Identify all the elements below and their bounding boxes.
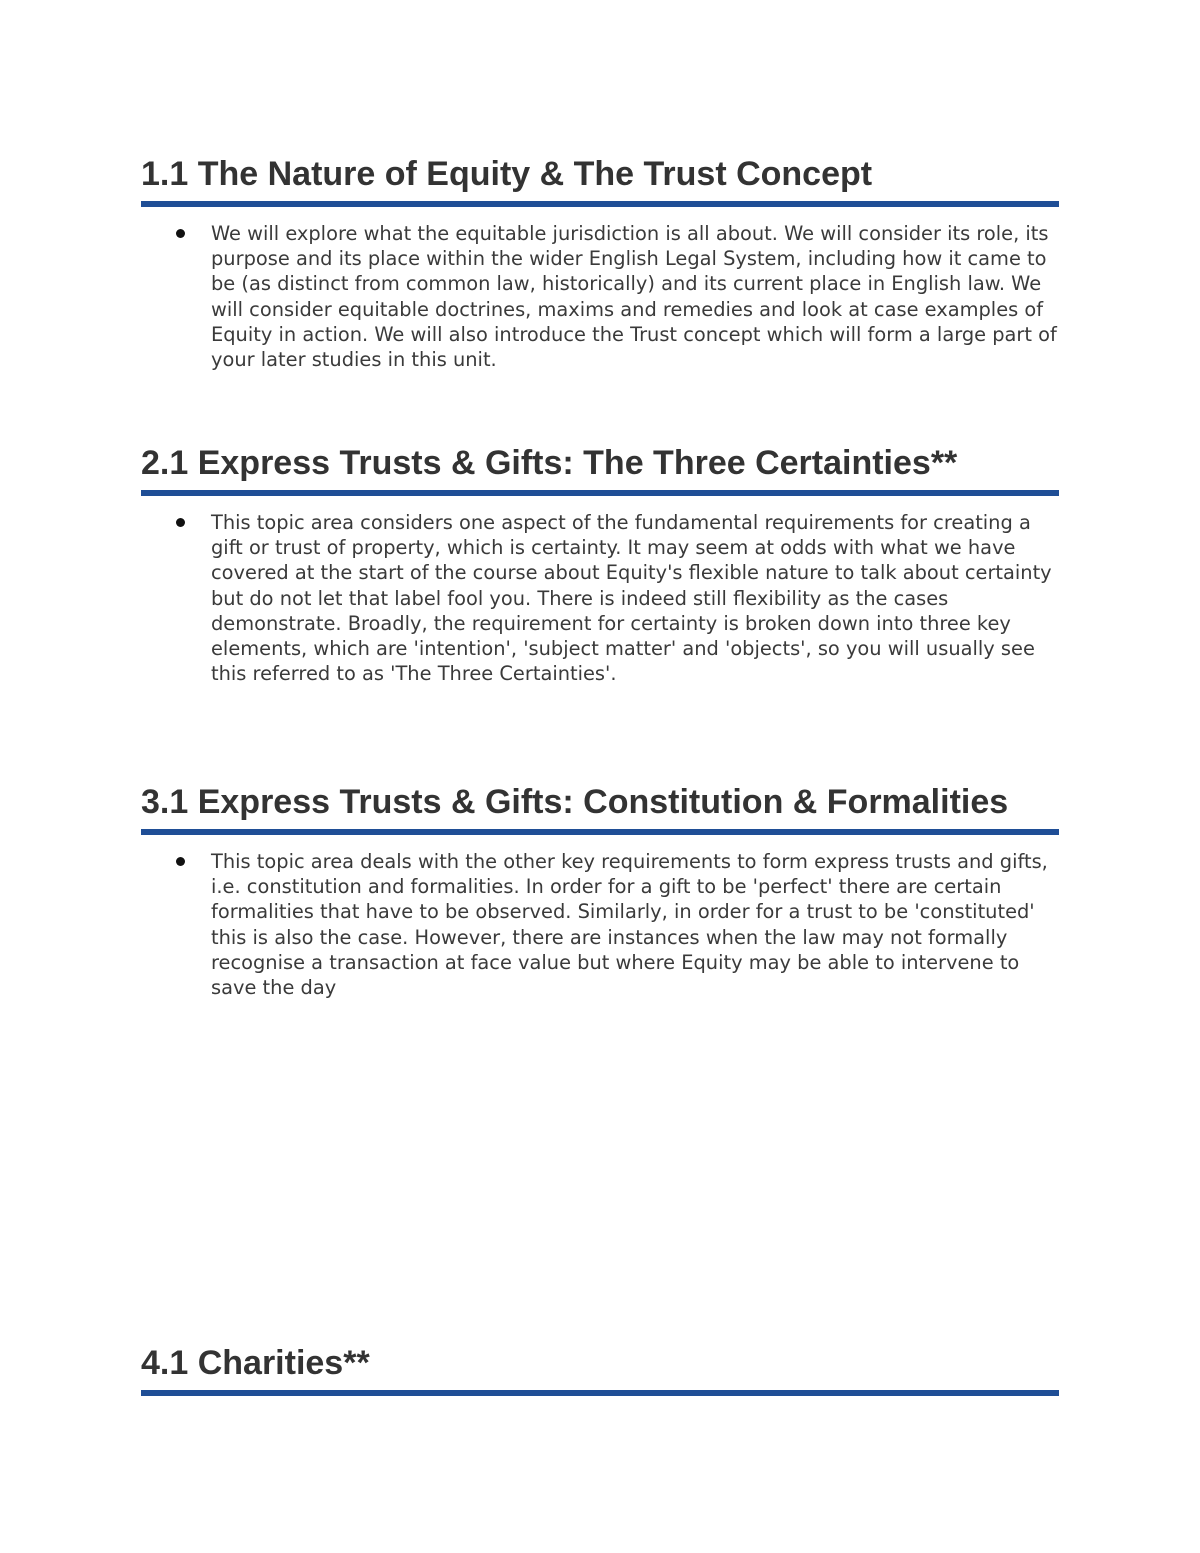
- heading-rule: [141, 490, 1059, 496]
- bullet-list: [141, 849, 1059, 1000]
- bullet-icon: [176, 518, 185, 527]
- list-item-text: This topic area deals with the other key requirements to form express trusts and gifts, i.e. constitution and formalities. In order for a gift to be 'perfect' there are certain formalities that have to be observed. Similarly, in order for a trust to be 'constituted' this is also the case. However, there are instances when the law may not formally recognise a transaction at face value but where Equity may be able to intervene to save the day: [211, 850, 1048, 1000]
- list-item-text: We will explore what the equitable jurisdiction is all about. We will consider its role, its purpose and its place within the wider English Legal System, including how it came to be (as distinct from common law, historically) and its current place in English law. We will consider equitable doctrines, maxims and remedies and look at case examples of Equity in action. We will also introduce the Trust concept which will form a large part of your later studies in this unit.: [211, 222, 1057, 372]
- heading-rule: [141, 1390, 1059, 1396]
- section-heading: 4.1 Charities**: [141, 1344, 370, 1382]
- section-1: [141, 154, 1059, 372]
- section-heading: 2.1 Express Trusts & Gifts: The Three Certainties**: [141, 444, 958, 482]
- section-3: [141, 782, 1059, 1000]
- heading-rule: [141, 201, 1059, 207]
- heading-rule: [141, 829, 1059, 835]
- bullet-icon: [176, 857, 185, 866]
- list-item: [141, 849, 1059, 1000]
- section-heading: 3.1 Express Trusts & Gifts: Constitution & Formalities: [141, 783, 1009, 821]
- section-4: [141, 1343, 1059, 1396]
- bullet-list: [141, 510, 1059, 686]
- list-item: [141, 510, 1059, 686]
- list-item-text: This topic area considers one aspect of the fundamental requirements for creating a gift or trust of property, which is certainty. It may seem at odds with what we have covered at the start of the course about Equity's flexible nature to talk about certainty but do not let that label fool you. There is indeed still flexibility as the cases demonstrate. Broadly, the requirement for certainty is broken down into three key elements, which are 'intention', 'subject matter' and 'objects', so you will usually see this referred to as 'The Three Certainties'.: [211, 511, 1052, 686]
- section-2: [141, 443, 1059, 686]
- list-item: [141, 221, 1059, 372]
- section-heading: 1.1 The Nature of Equity & The Trust Concept: [141, 155, 873, 193]
- bullet-icon: [176, 229, 185, 238]
- bullet-list: [141, 221, 1059, 372]
